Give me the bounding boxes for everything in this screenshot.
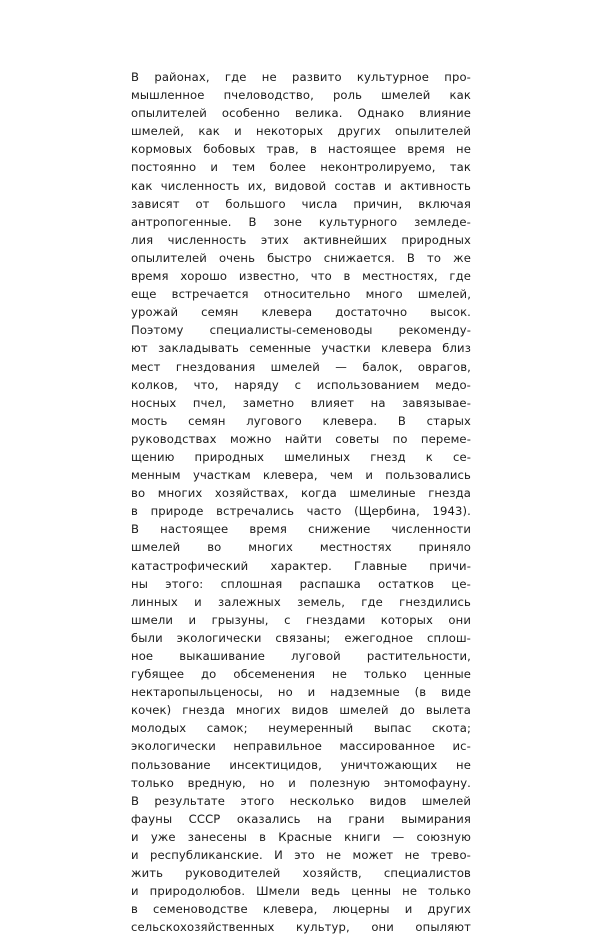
text-line: кормовых бобовых трав, в настоящее время не — [131, 142, 471, 157]
text-line: антропогенные. В зоне культурного земледе- — [131, 214, 471, 229]
text-line: урожай семян клевера достаточно высок. — [131, 305, 471, 320]
text-line: кочек) гнезда многих видов шмелей до вылета — [131, 703, 471, 718]
text-line: только вредную, но и полезную энтомофауну. — [131, 775, 471, 790]
text-line: шмелей, как и некоторых других опылителей — [131, 124, 471, 139]
text-line: катастрофический характер. Главные причи- — [131, 558, 471, 573]
text-line: зависят от большого числа причин, включая — [131, 196, 471, 211]
body-text — [131, 68, 471, 937]
text-line: В результате этого несколько видов шмелей — [131, 793, 471, 808]
text-line: и республиканские. И это не может не трево- — [131, 848, 471, 863]
text-line: и уже занесены в Красные книги — союзную — [131, 829, 471, 844]
text-line: опылителей особенно велика. Однако влияние — [131, 106, 471, 121]
text-line: в семеноводстве клевера, люцерны и других — [131, 902, 471, 917]
text-line: фауны СССР оказались на грани вымирания — [131, 811, 471, 826]
text-line: линных и залежных земель, где гнездились — [131, 594, 471, 609]
text-line: и природолюбов. Шмели ведь ценны не только — [131, 884, 471, 899]
text-line: постоянно и тем более неконтролируемо, так — [131, 160, 471, 175]
text-line: руководствах можно найти советы по переме- — [131, 431, 471, 446]
text-line: пользование инсектицидов, уничтожающих не — [131, 757, 471, 772]
text-line: мышленное пчеловодство, роль шмелей как — [131, 88, 471, 103]
text-line: сельскохозяйственных культур, они опыляют — [131, 920, 471, 935]
text-line: нектаропыльценосы, но и надземные (в виде — [131, 685, 471, 700]
text-line: мость семян лугового клевера. В старых — [131, 413, 471, 428]
text-line: еще встречается относительно много шмелей, — [131, 287, 471, 302]
text-line: шмели и грызуны, с гнездами которых они — [131, 612, 471, 627]
text-line: Поэтому специалисты-семеноводы рекоменду- — [131, 323, 471, 338]
text-line: ное выкашивание луговой растительности, — [131, 649, 471, 663]
text-line: были экологически связаны; ежегодное сплош- — [131, 630, 471, 645]
text-line: колков, что, наряду с использованием медо- — [131, 377, 471, 392]
text-line: экологически неправильное массированное ис- — [131, 739, 471, 754]
text-line: в природе встречались часто (Щербина, 1943). — [131, 504, 471, 519]
text-line: губящее до обсеменения не только ценные — [131, 667, 471, 682]
text-line: опылителей очень быстро снижается. В то же — [131, 250, 471, 265]
text-line: лия численность этих активнейших природных — [131, 232, 471, 247]
text-line: время хорошо известно, что в местностях, где — [131, 269, 471, 284]
text-line: носных пчел, заметно влияет на завязывае- — [131, 395, 471, 410]
text-line: менным участкам клевера, чем и пользовались — [131, 468, 471, 483]
text-line: ны этого: сплошная распашка остатков це- — [131, 576, 471, 591]
text-line: В настоящее время снижение численности — [131, 522, 471, 537]
text-line: как численность их, видовой состав и активность — [131, 178, 471, 193]
text-line: шмелей во многих местностях приняло — [131, 540, 471, 555]
text-line: жить руководителей хозяйств, специалистов — [131, 866, 471, 881]
text-line: во многих хозяйствах, когда шмелиные гнезда — [131, 486, 471, 501]
text-line: мест гнездования шмелей — балок, оврагов, — [131, 359, 471, 374]
text-line: молодых самок; неумеренный выпас скота; — [131, 721, 471, 736]
text-line: щению природных шмелиных гнезд к се- — [131, 449, 471, 464]
text-line: В районах, где не развито культурное про- — [131, 70, 471, 84]
text-line: ют закладывать семенные участки клевера близ — [131, 341, 471, 356]
